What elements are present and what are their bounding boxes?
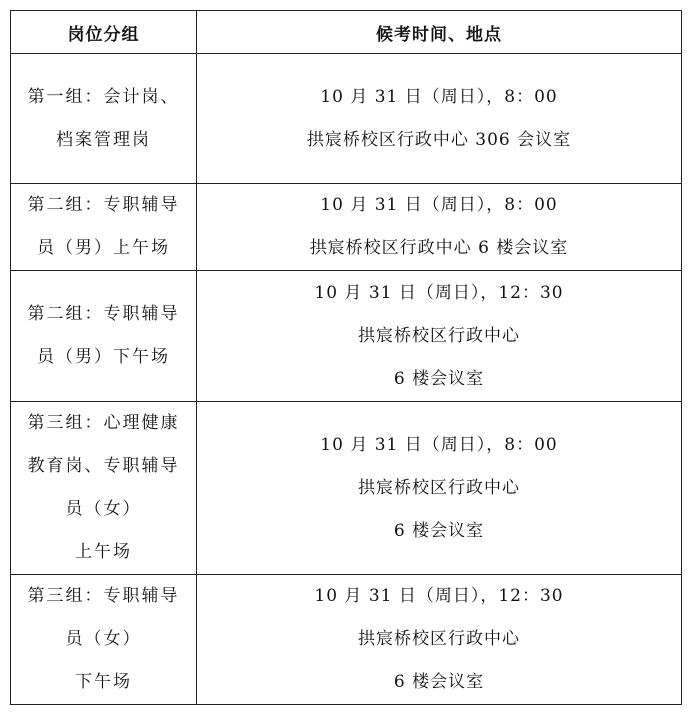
table-row: [11, 184, 682, 271]
group-line: 档案管理岗: [56, 129, 151, 150]
group-line: 上午场: [75, 542, 132, 562]
place-line: 拱宸桥校区行政中心 306 会议室: [306, 129, 572, 150]
time-place-cell: [197, 184, 682, 271]
place-line: 拱宸桥校区行政中心 6 楼会议室: [309, 238, 569, 258]
group-line: 员（女）: [65, 499, 142, 519]
table-header-row: [11, 11, 682, 54]
place-line: 6 楼会议室: [393, 368, 485, 389]
table-row: [11, 575, 682, 705]
group-line: 员（男）下午场: [37, 347, 170, 367]
time-place-cell: [197, 271, 682, 402]
group-line: 教育岗、专职辅导: [27, 456, 180, 476]
time-line: 10 月 31 日（周日），8：00: [320, 195, 558, 215]
place-line: 拱宸桥校区行政中心: [358, 629, 520, 649]
time-line: 10 月 31 日（周日），12：30: [314, 586, 564, 606]
group-line: 员（男）上午场: [37, 238, 170, 258]
header-time-place: 候考时间、地点: [197, 11, 682, 54]
group-line: 第三组：专职辅导: [27, 586, 180, 606]
time-line: 10 月 31 日（周日），8：00: [320, 434, 558, 455]
table-row: [11, 54, 682, 184]
time-place-cell: [197, 575, 682, 705]
group-line: 第一组：会计岗、: [27, 86, 180, 107]
time-line: 10 月 31 日（周日），12：30: [314, 282, 564, 303]
group-line: 员（女）: [65, 629, 142, 649]
time-line: 10 月 31 日（周日），8：00: [320, 86, 558, 107]
time-place-cell: [197, 402, 682, 575]
place-line: 拱宸桥校区行政中心: [358, 477, 520, 498]
table-row: [11, 271, 682, 402]
group-line: 第二组：专职辅导: [27, 195, 180, 215]
group-line: 下午场: [75, 672, 132, 692]
place-line: 6 楼会议室: [393, 672, 485, 692]
header-group: 岗位分组: [11, 11, 197, 54]
schedule-table: [10, 10, 682, 705]
group-cell: [11, 184, 197, 271]
group-line: 第三组：心理健康: [27, 413, 180, 433]
time-place-cell: [197, 54, 682, 184]
group-cell: [11, 271, 197, 402]
group-cell: [11, 402, 197, 575]
group-line: 第二组：专职辅导: [27, 304, 180, 324]
group-cell: [11, 54, 197, 184]
place-line: 6 楼会议室: [393, 520, 485, 541]
table-row: [11, 402, 682, 575]
group-cell: [11, 575, 197, 705]
place-line: 拱宸桥校区行政中心: [358, 325, 520, 346]
